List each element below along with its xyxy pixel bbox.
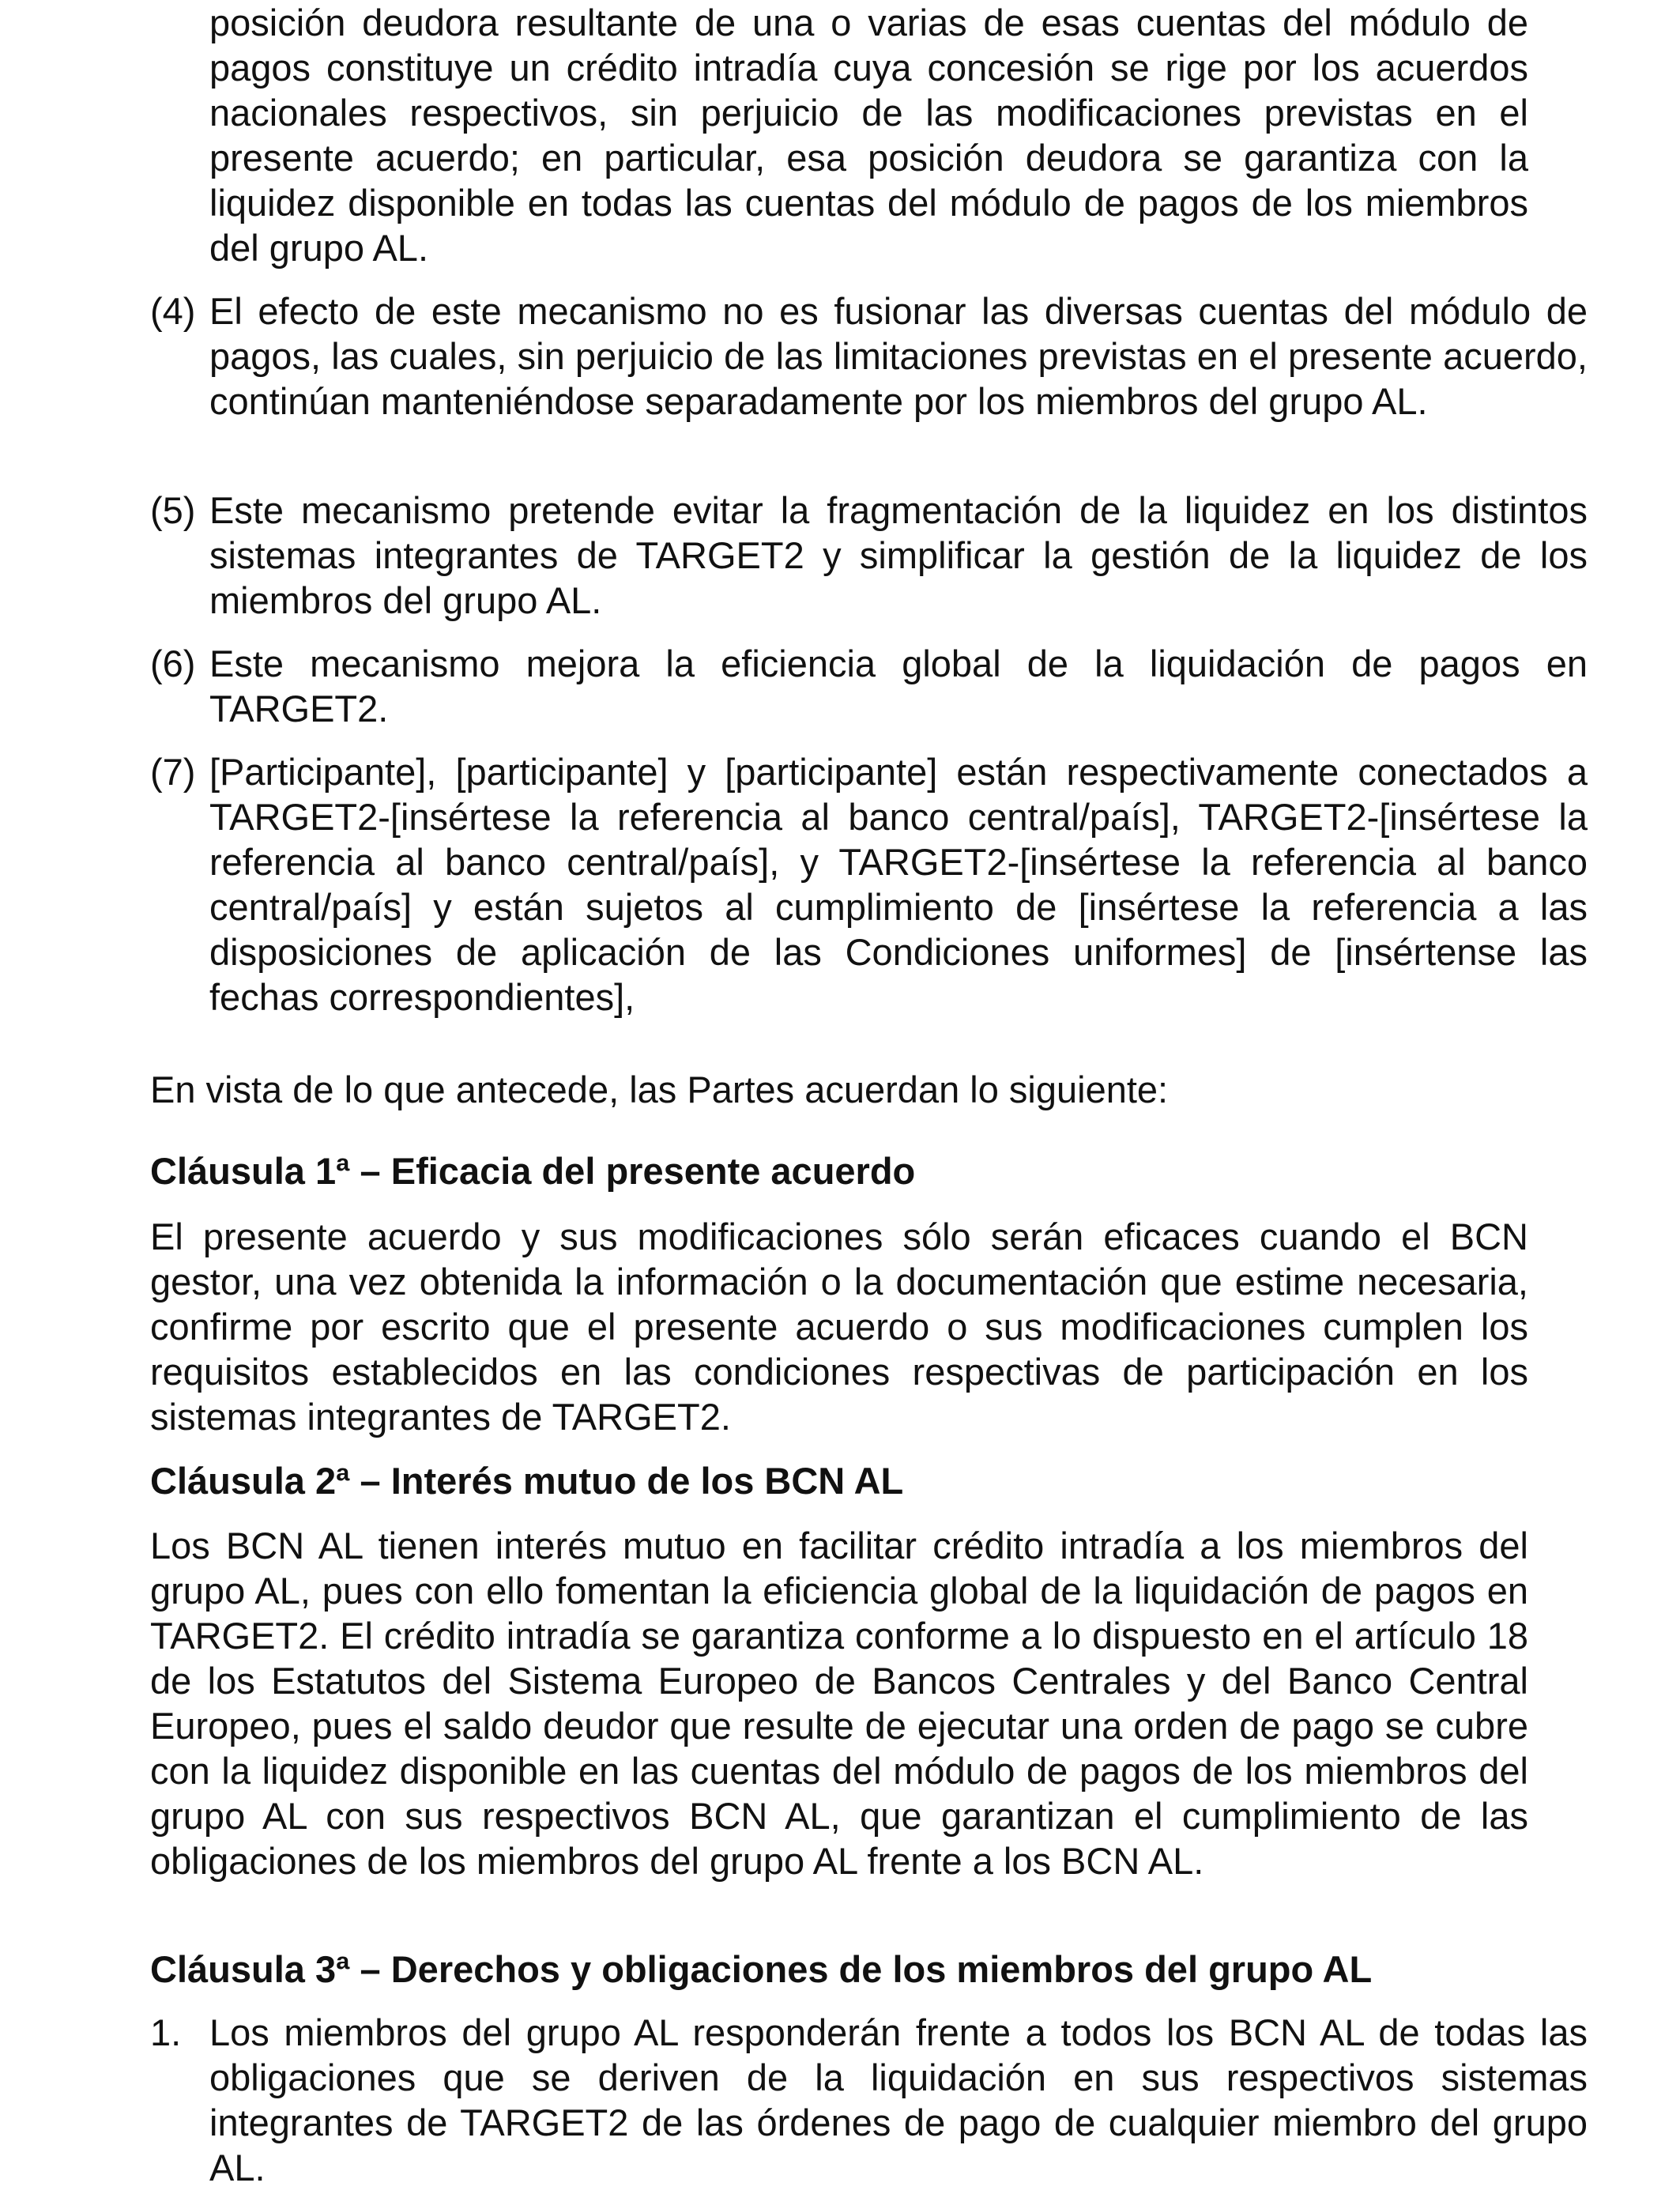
paragraph-4-number: (4) — [150, 290, 196, 332]
intro-sentence: En vista de lo que antecede, las Partes acuerdan lo siguiente: — [150, 1069, 1169, 1110]
clause-3-heading: Cláusula 3ª – Derechos y obligaciones de los miembros del grupo AL — [150, 1948, 1373, 1990]
clause-1-text: El presente acuerdo y sus modificaciones sólo serán eficaces cuando el BCN gestor, una vez obtenida la información o la documentación que estime necesaria, confirme por escrito que el presente acuerdo o sus modificaciones cumplen los requisitos establecidos en las condiciones respectivas de participación en los sistemas integrantes de TARGET2. — [150, 1216, 1528, 1438]
paragraph-7 — [150, 749, 1588, 1020]
clause-2-text: Los BCN AL tienen interés mutuo en facilitar crédito intradía a los miembros del grupo AL, pues con ello fomentan la eficiencia global de la liquidación de pagos en TARGET2. El crédito intradía se garantiza conforme a lo dispuesto en el artículo 18 de los Estatutos del Sistema Europeo de Bancos Centrales y del Banco Central Europeo, pues el saldo deudor que resulte de ejecutar una orden de pago se cubre con la liquidez disponible en las cuentas del módulo de pagos de los miembros del grupo AL con sus respectivos BCN AL, que garantizan el cumplimiento de las obligaciones de los miembros del grupo AL frente a los BCN AL. — [150, 1525, 1528, 1882]
paragraph-5-text: Este mecanismo pretende evitar la fragmentación de la liquidez en los distintos sistemas integrantes de TARGET2 y simplificar la gestión de la liquidez de los miembros del grupo AL. — [209, 489, 1588, 621]
paragraph-6-text: Este mecanismo mejora la eficiencia global de la liquidación de pagos en TARGET2. — [209, 643, 1588, 729]
paragraph-6-number: (6) — [150, 643, 196, 684]
paragraph-5 — [150, 488, 1588, 623]
clause-2-heading: Cláusula 2ª – Interés mutuo de los BCN AL — [150, 1460, 904, 1502]
paragraph-7-number: (7) — [150, 751, 196, 793]
paragraph-4-text: El efecto de este mecanismo no es fusionar las diversas cuentas del módulo de pagos, las cuales, sin perjuicio de las limitaciones previstas en el presente acuerdo, continúan manteniéndose separadamente por los miembros del grupo AL. — [209, 290, 1588, 422]
clause-1-heading: Cláusula 1ª – Eficacia del presente acuerdo — [150, 1150, 916, 1192]
paragraph-5-number: (5) — [150, 489, 196, 531]
clause-3-item-1 — [150, 2010, 1588, 2190]
paragraph-7-text: [Participante], [participante] y [participante] están respectivamente conectados a TARGET2-[insértese la referencia al banco central/país], TARGET2-[insértese la referencia al banco central/país], y TARGET2-[insértese la referencia al banco central/país] y están sujetos al cumplimiento de [insértese la referencia a las disposiciones de aplicación de las Condiciones uniformes] de [insértense las fechas correspondientes], — [209, 751, 1588, 1018]
paragraph-6 — [150, 641, 1588, 731]
clause-3-item-1-text: Los miembros del grupo AL responderán frente a todos los BCN AL de todas las obligaciones que se deriven de la liquidación en sus respectivos sistemas integrantes de TARGET2 de las órdenes de pago de cualquier miembro del grupo AL. — [209, 2011, 1588, 2188]
paragraph-4 — [150, 288, 1588, 424]
clause-3-item-1-number: 1. — [150, 2011, 182, 2053]
paragraph-3-continuation: posición deudora resultante de una o varias de esas cuentas del módulo de pagos constituye un crédito intradía cuya concesión se rige por los acuerdos nacionales respectivos, sin perjuicio de las modificaciones previstas en el presente acuerdo; en particular, esa posición deudora se garantiza con la liquidez disponible en todas las cuentas del módulo de pagos de los miembros del grupo AL. — [209, 2, 1528, 269]
